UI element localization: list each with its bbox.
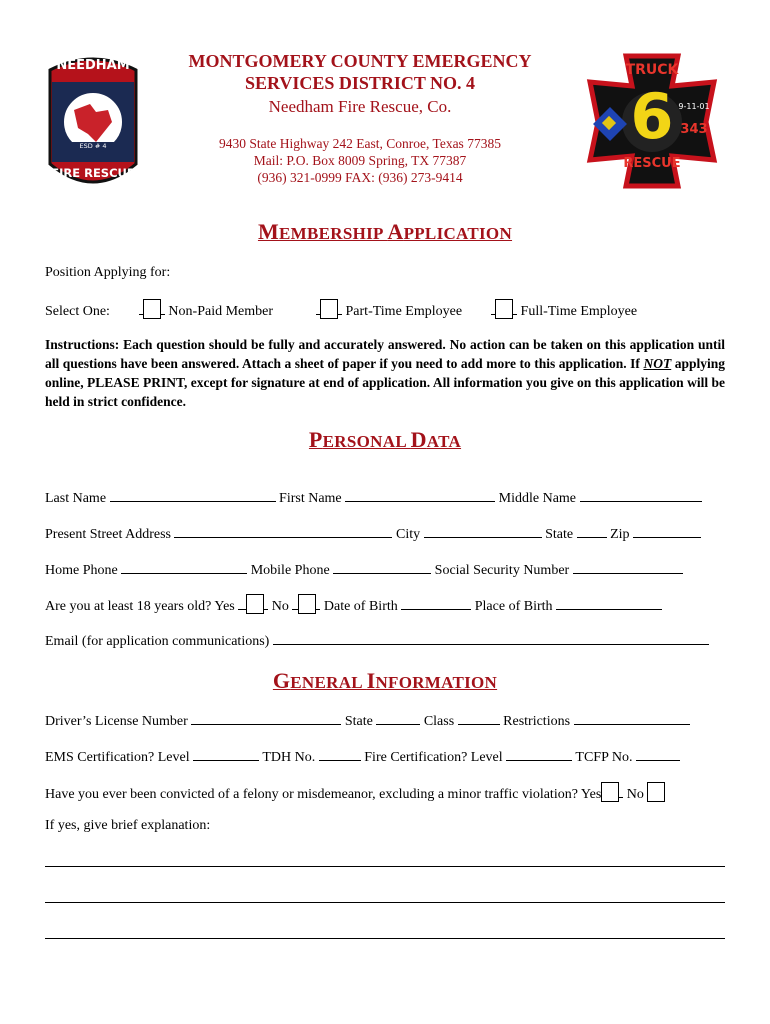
age-yes-checkbox[interactable] [246, 594, 264, 614]
org-phone-fax: (936) 321-0999 FAX: (936) 273-9414 [257, 170, 463, 185]
membership-application-title: MEMBERSHIP APPLICATION [257, 219, 513, 244]
dl-restrictions-field[interactable] [574, 710, 690, 725]
phone-row: Home Phone Mobile Phone Social Security Number [45, 559, 683, 579]
explanation-line-3[interactable] [45, 938, 725, 939]
place-of-birth-field[interactable] [556, 595, 662, 610]
age-row: Are you at least 18 years old? Yes No Date of Birth Place of Birth [45, 594, 662, 615]
org-mail: Mail: P.O. Box 8009 Spring, TX 77387 [253, 153, 467, 168]
fire-level-field[interactable] [506, 746, 572, 761]
patch-badge-text: ESD # 4 [79, 142, 107, 150]
felony-no-checkbox[interactable] [647, 782, 665, 802]
full-time-employee-checkbox[interactable] [495, 299, 513, 319]
rescue-text: RESCUE [623, 156, 681, 171]
part-time-employee-checkbox[interactable] [320, 299, 338, 319]
dl-state-field[interactable] [376, 710, 420, 725]
org-address: 9430 State Highway 242 East, Conroe, Texas 77385 [219, 136, 501, 151]
position-label: Position Applying for: [45, 265, 171, 280]
truck-number: 6 [630, 80, 674, 153]
org-title-line2: SERVICES DISTRICT NO. 4 [244, 73, 476, 93]
instructions-text: Instructions: Each question should be fully and accurately answered. No action can be taken on this application until all questions have been answered. Attach a sheet of paper if you need to add more to this application. If NOT applying online, PLEASE PRINT, except for signature at end of application. All information you give on this application will be held in strict confidence. [45, 337, 725, 409]
truck-text: TRUCK [625, 62, 679, 78]
mobile-phone-field[interactable] [333, 559, 431, 574]
explanation-label: If yes, give brief explanation: [45, 818, 211, 833]
email-row: Email (for application communications) [45, 630, 709, 650]
org-title-line1: MONTGOMERY COUNTY EMERGENCY [188, 51, 532, 71]
email-field[interactable] [273, 630, 709, 645]
patch-top-text: NEEDHAM [56, 58, 130, 73]
part-time-employee-label: Part-Time Employee [345, 304, 463, 319]
memorial-badge: 343 [680, 122, 708, 137]
street-address-field[interactable] [174, 523, 392, 538]
felony-row: Have you ever been convicted of a felony or misdemeanor, excluding a minor traffic violation? Yes No [45, 782, 665, 803]
city-field[interactable] [424, 523, 542, 538]
general-information-title: GENERAL INFORMATION [272, 668, 498, 693]
drivers-license-field[interactable] [191, 710, 341, 725]
date-of-birth-field[interactable] [401, 595, 471, 610]
address-row: Present Street Address City State Zip [45, 523, 701, 543]
truck-6-maltese-cross-logo [586, 52, 718, 190]
tcfp-number-field[interactable] [636, 746, 680, 761]
select-one-label: Select One: [45, 304, 110, 319]
home-phone-field[interactable] [121, 559, 247, 574]
non-paid-member-checkbox[interactable] [143, 299, 161, 319]
ssn-field[interactable] [573, 559, 683, 574]
certification-row: EMS Certification? Level TDH No. Fire Certification? Level TCFP No. [45, 746, 680, 766]
needham-patch-logo [44, 52, 142, 192]
personal-data-title: PERSONAL DATA [308, 427, 462, 452]
dl-class-field[interactable] [458, 710, 500, 725]
middle-name-field[interactable] [580, 487, 702, 502]
memorial-date: 9-11-01 [678, 102, 710, 111]
org-name: Needham Fire Rescue, Co. [268, 97, 452, 116]
state-field[interactable] [577, 523, 607, 538]
explanation-line-1[interactable] [45, 866, 725, 867]
explanation-line-2[interactable] [45, 902, 725, 903]
patch-bottom-text: FIRE RESCUE [51, 166, 135, 180]
ems-level-field[interactable] [193, 746, 259, 761]
drivers-license-row: Driver’s License Number State Class Restrictions [45, 710, 690, 730]
last-name-field[interactable] [110, 487, 276, 502]
zip-field[interactable] [633, 523, 701, 538]
first-name-field[interactable] [345, 487, 495, 502]
name-row: Last Name First Name Middle Name [45, 487, 702, 507]
full-time-employee-label: Full-Time Employee [520, 304, 638, 319]
felony-yes-checkbox[interactable] [601, 782, 619, 802]
position-select-row [45, 299, 637, 320]
non-paid-member-label: Non-Paid Member [168, 304, 274, 319]
tdh-number-field[interactable] [319, 746, 361, 761]
age-no-checkbox[interactable] [298, 594, 316, 614]
